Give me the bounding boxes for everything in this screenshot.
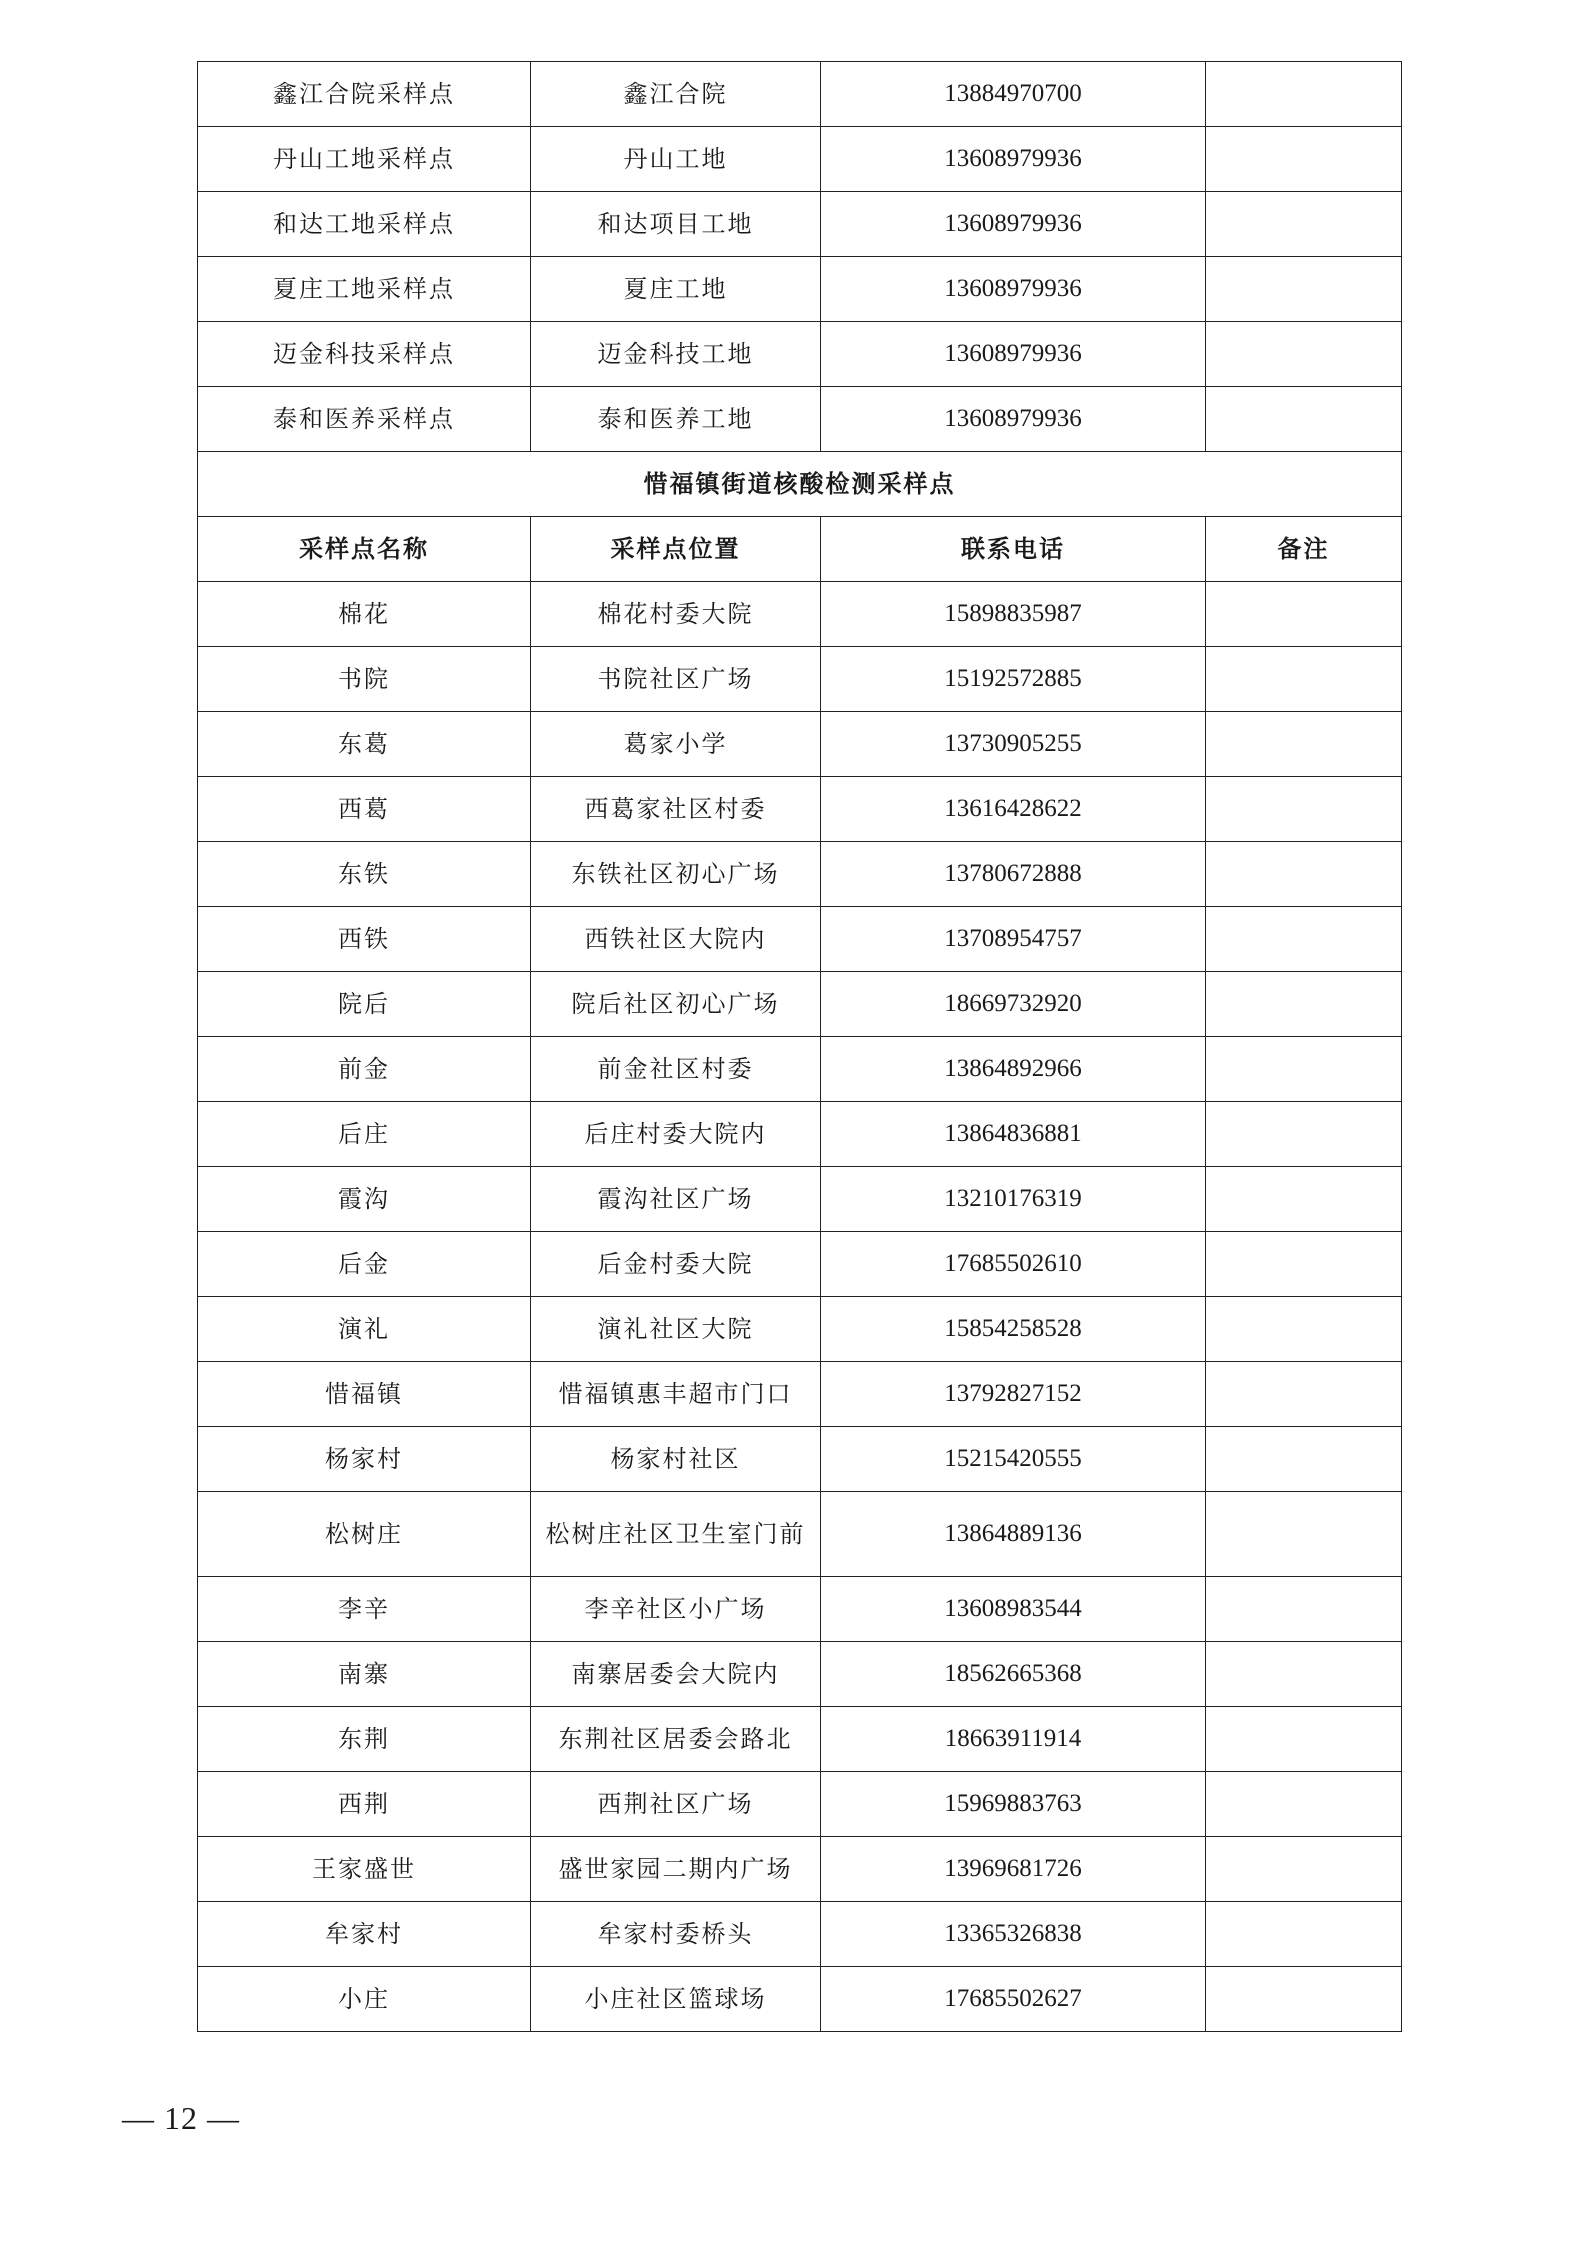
- cell-note: [1206, 647, 1402, 712]
- cell-location: 夏庄工地: [531, 257, 821, 322]
- cell-location: 牟家村委桥头: [531, 1902, 821, 1967]
- table-row: [198, 1772, 1402, 1837]
- cell-location: 演礼社区大院: [531, 1297, 821, 1362]
- cell-note: [1206, 1772, 1402, 1837]
- cell-note: [1206, 1102, 1402, 1167]
- header-location: 采样点位置: [531, 517, 821, 582]
- cell-location: 西葛家社区村委: [531, 777, 821, 842]
- cell-note: [1206, 1167, 1402, 1232]
- cell-note: [1206, 387, 1402, 452]
- cell-note: [1206, 972, 1402, 1037]
- section-title: 惜福镇街道核酸检测采样点: [198, 452, 1402, 517]
- table-row: [198, 647, 1402, 712]
- table-row: [198, 712, 1402, 777]
- cell-phone: 18562665368: [821, 1642, 1206, 1707]
- cell-location: 东铁社区初心广场: [531, 842, 821, 907]
- cell-name: 东葛: [198, 712, 531, 777]
- cell-name: 丹山工地采样点: [198, 127, 531, 192]
- cell-note: [1206, 842, 1402, 907]
- cell-name: 西荆: [198, 1772, 531, 1837]
- section-body: [198, 452, 1402, 582]
- table-row: [198, 1707, 1402, 1772]
- cell-phone: 13608979936: [821, 387, 1206, 452]
- cell-phone: 15969883763: [821, 1772, 1206, 1837]
- cell-name: 后庄: [198, 1102, 531, 1167]
- cell-name: 迈金科技采样点: [198, 322, 531, 387]
- cell-phone: 13864892966: [821, 1037, 1206, 1102]
- cell-name: 和达工地采样点: [198, 192, 531, 257]
- cell-location: 院后社区初心广场: [531, 972, 821, 1037]
- section-title-row: [198, 452, 1402, 517]
- table-row: [198, 1297, 1402, 1362]
- cell-note: [1206, 1967, 1402, 2032]
- table-row: [198, 1967, 1402, 2032]
- page-number: — 12 —: [122, 2100, 240, 2136]
- cell-location: 西荆社区广场: [531, 1772, 821, 1837]
- table-row: [198, 257, 1402, 322]
- table-row: [198, 972, 1402, 1037]
- cell-location: 后庄村委大院内: [531, 1102, 821, 1167]
- cell-phone: 13884970700: [821, 62, 1206, 127]
- cell-location: 小庄社区篮球场: [531, 1967, 821, 2032]
- cell-note: [1206, 1427, 1402, 1492]
- cell-location: 棉花村委大院: [531, 582, 821, 647]
- cell-location: 葛家小学: [531, 712, 821, 777]
- cell-note: [1206, 1902, 1402, 1967]
- table-row: [198, 1577, 1402, 1642]
- table-row: [198, 777, 1402, 842]
- cell-phone: 13608979936: [821, 127, 1206, 192]
- cell-phone: 15854258528: [821, 1297, 1206, 1362]
- cell-name: 惜福镇: [198, 1362, 531, 1427]
- cell-location: 杨家村社区: [531, 1427, 821, 1492]
- table-row: [198, 1037, 1402, 1102]
- cell-location: 松树庄社区卫生室门前: [531, 1492, 821, 1577]
- cell-name: 泰和医养采样点: [198, 387, 531, 452]
- cell-phone: 17685502627: [821, 1967, 1206, 2032]
- header-note: 备注: [1206, 517, 1402, 582]
- cell-note: [1206, 582, 1402, 647]
- cell-location: 霞沟社区广场: [531, 1167, 821, 1232]
- cell-location: 后金村委大院: [531, 1232, 821, 1297]
- cell-phone: 13365326838: [821, 1902, 1206, 1967]
- cell-phone: 13210176319: [821, 1167, 1206, 1232]
- cell-name: 霞沟: [198, 1167, 531, 1232]
- cell-name: 鑫江合院采样点: [198, 62, 531, 127]
- cell-phone: 13608979936: [821, 322, 1206, 387]
- cell-location: 东荆社区居委会路北: [531, 1707, 821, 1772]
- table-row: [198, 1167, 1402, 1232]
- cell-location: 前金社区村委: [531, 1037, 821, 1102]
- cell-phone: 13608979936: [821, 192, 1206, 257]
- cell-name: 演礼: [198, 1297, 531, 1362]
- cell-location: 迈金科技工地: [531, 322, 821, 387]
- cell-name: 夏庄工地采样点: [198, 257, 531, 322]
- cell-phone: 13730905255: [821, 712, 1206, 777]
- cell-location: 丹山工地: [531, 127, 821, 192]
- cell-phone: 15898835987: [821, 582, 1206, 647]
- cell-name: 松树庄: [198, 1492, 531, 1577]
- cell-phone: 13780672888: [821, 842, 1206, 907]
- cell-note: [1206, 1492, 1402, 1577]
- cell-phone: 18663911914: [821, 1707, 1206, 1772]
- cell-location: 南寨居委会大院内: [531, 1642, 821, 1707]
- cell-location: 惜福镇惠丰超市门口: [531, 1362, 821, 1427]
- cell-note: [1206, 192, 1402, 257]
- cell-note: [1206, 1037, 1402, 1102]
- cell-name: 西铁: [198, 907, 531, 972]
- cell-name: 杨家村: [198, 1427, 531, 1492]
- cell-location: 鑫江合院: [531, 62, 821, 127]
- cell-note: [1206, 777, 1402, 842]
- table-row: [198, 1902, 1402, 1967]
- cell-note: [1206, 127, 1402, 192]
- cell-note: [1206, 62, 1402, 127]
- cell-note: [1206, 257, 1402, 322]
- cell-phone: 15215420555: [821, 1427, 1206, 1492]
- cell-location: 盛世家园二期内广场: [531, 1837, 821, 1902]
- cell-phone: 13864889136: [821, 1492, 1206, 1577]
- cell-phone: 13792827152: [821, 1362, 1206, 1427]
- table-row: [198, 62, 1402, 127]
- cell-name: 南寨: [198, 1642, 531, 1707]
- cell-location: 西铁社区大院内: [531, 907, 821, 972]
- cell-note: [1206, 1837, 1402, 1902]
- cell-phone: 15192572885: [821, 647, 1206, 712]
- cell-name: 李辛: [198, 1577, 531, 1642]
- cell-phone: 13616428622: [821, 777, 1206, 842]
- cell-name: 棉花: [198, 582, 531, 647]
- cell-name: 后金: [198, 1232, 531, 1297]
- cell-name: 王家盛世: [198, 1837, 531, 1902]
- cell-note: [1206, 322, 1402, 387]
- cell-phone: 13608983544: [821, 1577, 1206, 1642]
- cell-name: 西葛: [198, 777, 531, 842]
- cell-phone: 18669732920: [821, 972, 1206, 1037]
- cell-name: 书院: [198, 647, 531, 712]
- cell-note: [1206, 712, 1402, 777]
- cell-name: 东铁: [198, 842, 531, 907]
- cell-note: [1206, 1297, 1402, 1362]
- table-row: [198, 582, 1402, 647]
- cell-phone: 13608979936: [821, 257, 1206, 322]
- header-row: [198, 517, 1402, 582]
- table-row: [198, 1362, 1402, 1427]
- top-rows-body: [198, 62, 1402, 452]
- table-row: [198, 127, 1402, 192]
- table-row: [198, 1102, 1402, 1167]
- cell-name: 牟家村: [198, 1902, 531, 1967]
- cell-name: 院后: [198, 972, 531, 1037]
- cell-note: [1206, 1362, 1402, 1427]
- cell-phone: 13969681726: [821, 1837, 1206, 1902]
- table-row: [198, 387, 1402, 452]
- header-name: 采样点名称: [198, 517, 531, 582]
- table-row: [198, 907, 1402, 972]
- table-row: [198, 842, 1402, 907]
- cell-name: 前金: [198, 1037, 531, 1102]
- cell-location: 和达项目工地: [531, 192, 821, 257]
- cell-location: 李辛社区小广场: [531, 1577, 821, 1642]
- cell-note: [1206, 1642, 1402, 1707]
- table-row: [198, 192, 1402, 257]
- header-phone: 联系电话: [821, 517, 1206, 582]
- table-row: [198, 322, 1402, 387]
- table-row: [198, 1492, 1402, 1577]
- sampling-points-table: [197, 61, 1402, 2032]
- table-row: [198, 1837, 1402, 1902]
- cell-note: [1206, 1577, 1402, 1642]
- table-row: [198, 1427, 1402, 1492]
- cell-phone: 13708954757: [821, 907, 1206, 972]
- cell-note: [1206, 1232, 1402, 1297]
- cell-phone: 13864836881: [821, 1102, 1206, 1167]
- cell-location: 泰和医养工地: [531, 387, 821, 452]
- cell-phone: 17685502610: [821, 1232, 1206, 1297]
- cell-location: 书院社区广场: [531, 647, 821, 712]
- cell-name: 东荆: [198, 1707, 531, 1772]
- main-rows-body: [198, 582, 1402, 2032]
- cell-name: 小庄: [198, 1967, 531, 2032]
- table-row: [198, 1232, 1402, 1297]
- table-row: [198, 1642, 1402, 1707]
- cell-note: [1206, 1707, 1402, 1772]
- cell-note: [1206, 907, 1402, 972]
